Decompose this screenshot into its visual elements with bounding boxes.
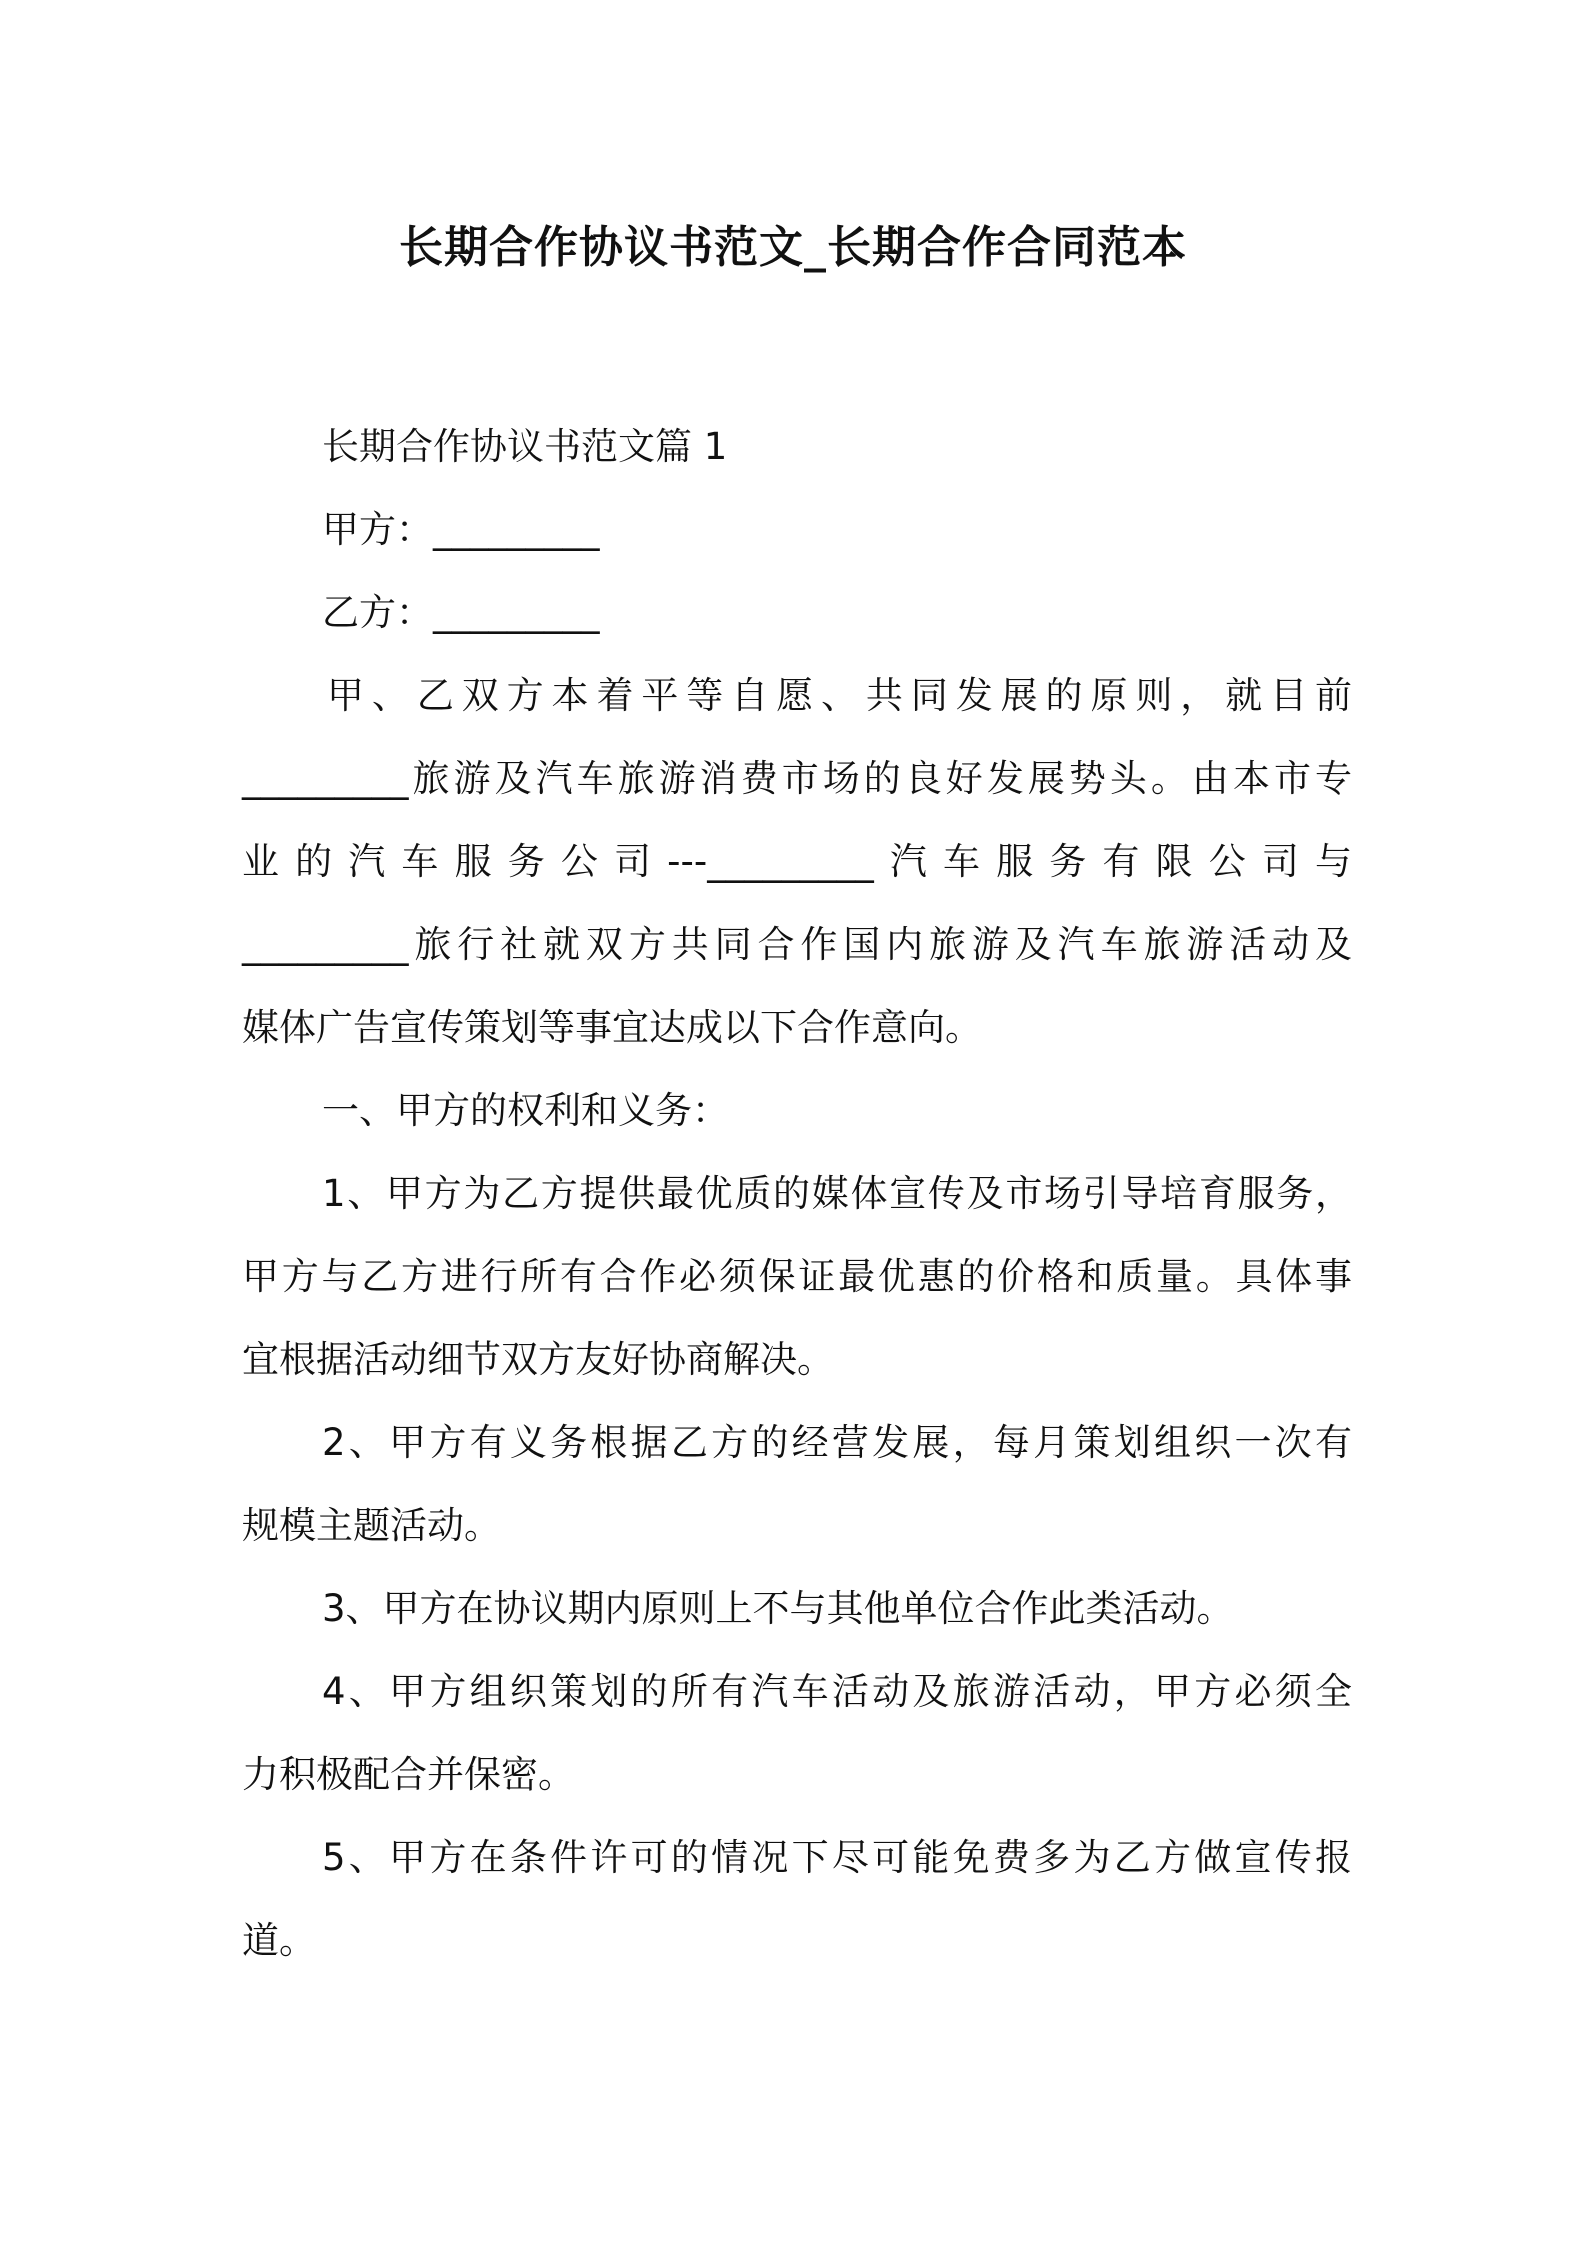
intro-line: _________旅游及汽车旅游消费市场的良好发展势头。由本市专: [242, 757, 1352, 800]
item-4-line: 力积极配合并保密。: [242, 1753, 575, 1796]
document-title: 长期合作协议书范文_长期合作合同范本: [399, 222, 1187, 273]
intro-line: 甲、乙双方本着平等自愿、共同发展的原则，就目前: [327, 674, 1352, 717]
section-one-heading: 一、甲方的权利和义务：: [322, 1089, 729, 1132]
item-1-line: 宜根据活动细节双方友好协商解决。: [242, 1338, 834, 1381]
intro-line: _________旅行社就双方共同合作国内旅游及汽车旅游活动及: [242, 923, 1352, 966]
item-1-line: 1、甲方为乙方提供最优质的媒体宣传及市场引导培育服务，: [322, 1172, 1352, 1215]
intro-line: 业的汽车服务公司---_________汽车服务有限公司与: [242, 840, 1352, 883]
item-2-line: 2、甲方有义务根据乙方的经营发展，每月策划组织一次有: [322, 1421, 1352, 1464]
party-a-line: 甲方：_________: [322, 508, 600, 551]
intro-line: 媒体广告宣传策划等事宜达成以下合作意向。: [242, 1006, 982, 1049]
document-body: [242, 405, 1352, 1982]
item-1-line: 甲方与乙方进行所有合作必须保证最优惠的价格和质量。具体事: [242, 1255, 1352, 1298]
item-4-line: 4、甲方组织策划的所有汽车活动及旅游活动，甲方必须全: [322, 1670, 1352, 1713]
item-3-line: 3、甲方在协议期内原则上不与其他单位合作此类活动。: [322, 1587, 1234, 1630]
item-2-line: 规模主题活动。: [242, 1504, 501, 1547]
item-5-line: 5、甲方在条件许可的情况下尽可能免费多为乙方做宣传报: [322, 1836, 1352, 1879]
party-b-line: 乙方：_________: [322, 591, 600, 634]
section-heading: 长期合作协议书范文篇 1: [322, 425, 728, 468]
item-5-line: 道。: [242, 1919, 316, 1962]
